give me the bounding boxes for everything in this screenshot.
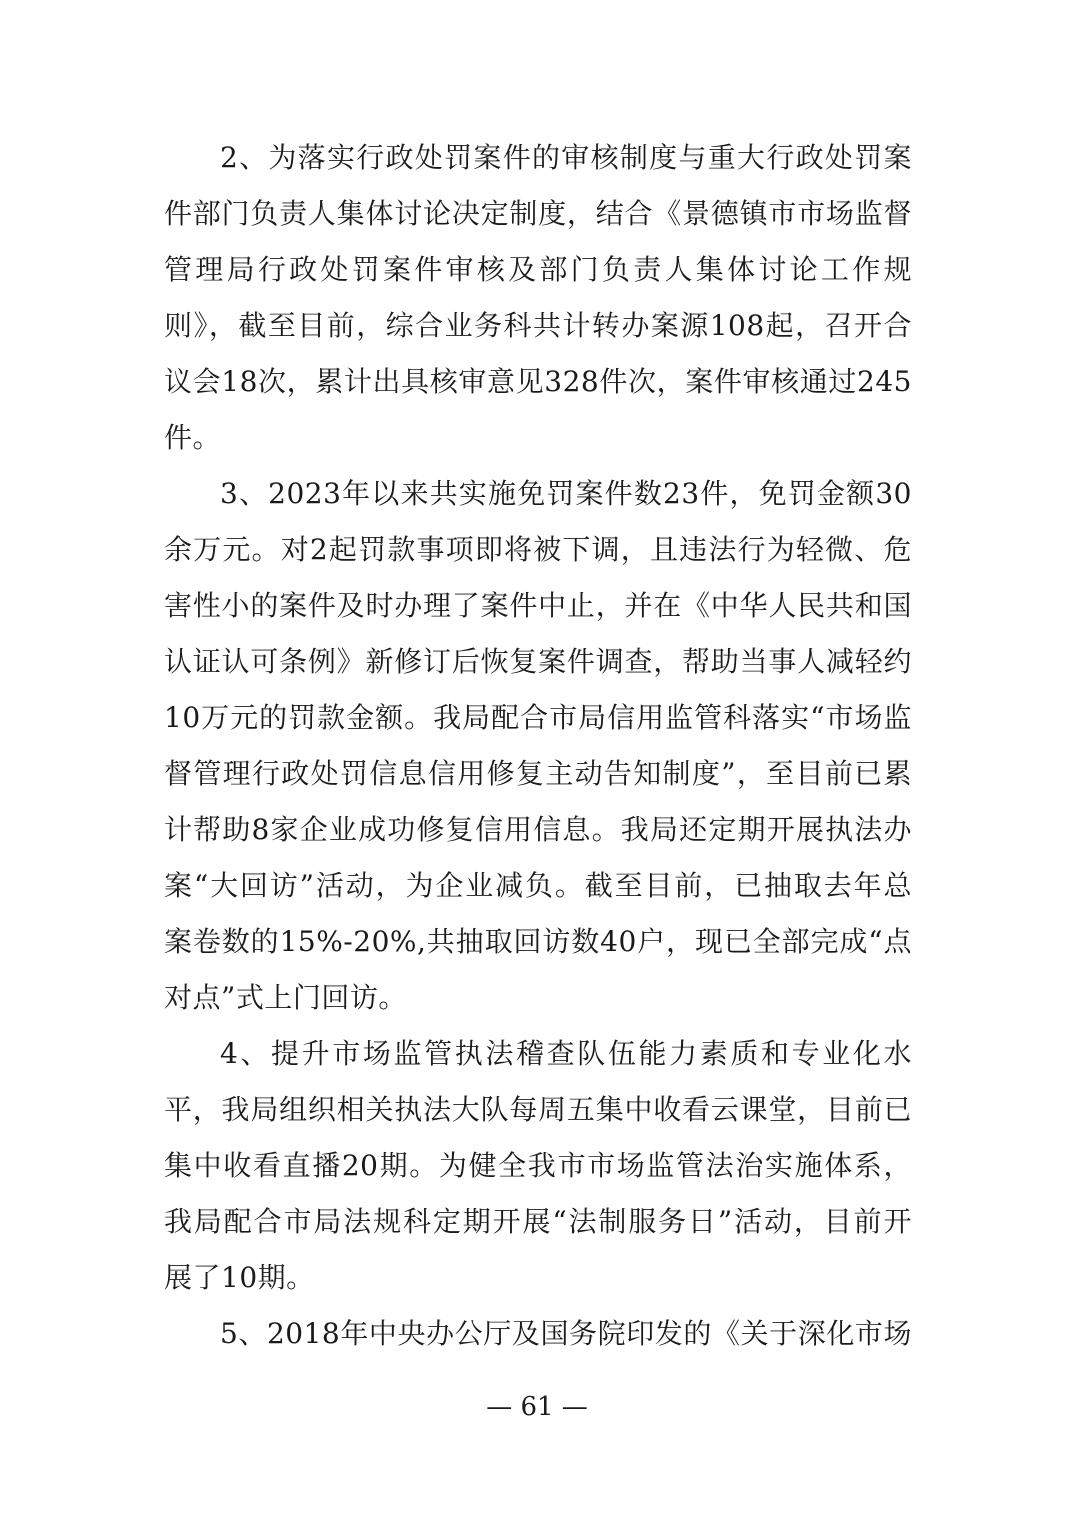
- paragraph-line: 案“大回访”活动，为企业减负。截至目前，已抽取去年总: [164, 869, 912, 902]
- paragraph-line: 集中收看直播20期。为健全我市市场监管法治实施体系，: [164, 1149, 912, 1182]
- paragraph-4: [164, 1026, 912, 1306]
- paragraph-line: 5、2018年中央办公厅及国务院印发的《关于深化市场: [220, 1317, 912, 1350]
- paragraph-line: 督管理行政处罚信息信用修复主动告知制度”，至目前已累: [164, 757, 912, 790]
- paragraph-2: [164, 130, 912, 466]
- paragraph-5: [164, 1306, 912, 1362]
- paragraph-line: 余万元。对2起罚款事项即将被下调，且违法行为轻微、危: [164, 533, 912, 566]
- page-number: — 61 —: [486, 1392, 588, 1422]
- paragraph-line: 件部门负责人集体讨论决定制度，结合《景德镇市市场监督: [164, 197, 912, 230]
- paragraph-line: 4、提升市场监管执法稽查队伍能力素质和专业化水: [220, 1037, 912, 1070]
- paragraph-line: 对点”式上门回访。: [164, 981, 407, 1014]
- paragraph-line: 我局配合市局法规科定期开展“法制服务日”活动，目前开: [164, 1205, 912, 1238]
- paragraph-line: 认证认可条例》新修订后恢复案件调查，帮助当事人减轻约: [164, 645, 912, 678]
- paragraph-line: 平，我局组织相关执法大队每周五集中收看云课堂，目前已: [164, 1093, 912, 1126]
- paragraph-line: 展了10期。: [164, 1261, 315, 1294]
- paragraph-line: 管理局行政处罚案件审核及部门负责人集体讨论工作规: [164, 253, 912, 286]
- paragraph-line: 则》，截至目前，综合业务科共计转办案源108起，召开合: [164, 309, 912, 342]
- paragraph-line: 议会18次，累计出具核审意见328件次，案件审核通过245: [164, 365, 912, 398]
- paragraph-line: 案卷数的15%-20%,共抽取回访数40户，现已全部完成“点: [164, 925, 912, 958]
- paragraph-line: 10万元的罚款金额。我局配合市局信用监管科落实“市场监: [164, 701, 912, 734]
- paragraph-3: [164, 466, 912, 1026]
- paragraph-line: 计帮助8家企业成功修复信用信息。我局还定期开展执法办: [164, 813, 912, 846]
- document-body: [164, 130, 912, 1362]
- paragraph-line: 件。: [164, 421, 222, 454]
- paragraph-line: 3、2023年以来共实施免罚案件数23件，免罚金额30: [220, 477, 912, 510]
- paragraph-line: 2、为落实行政处罚案件的审核制度与重大行政处罚案: [220, 141, 912, 174]
- paragraph-line: 害性小的案件及时办理了案件中止，并在《中华人民共和国: [164, 589, 912, 622]
